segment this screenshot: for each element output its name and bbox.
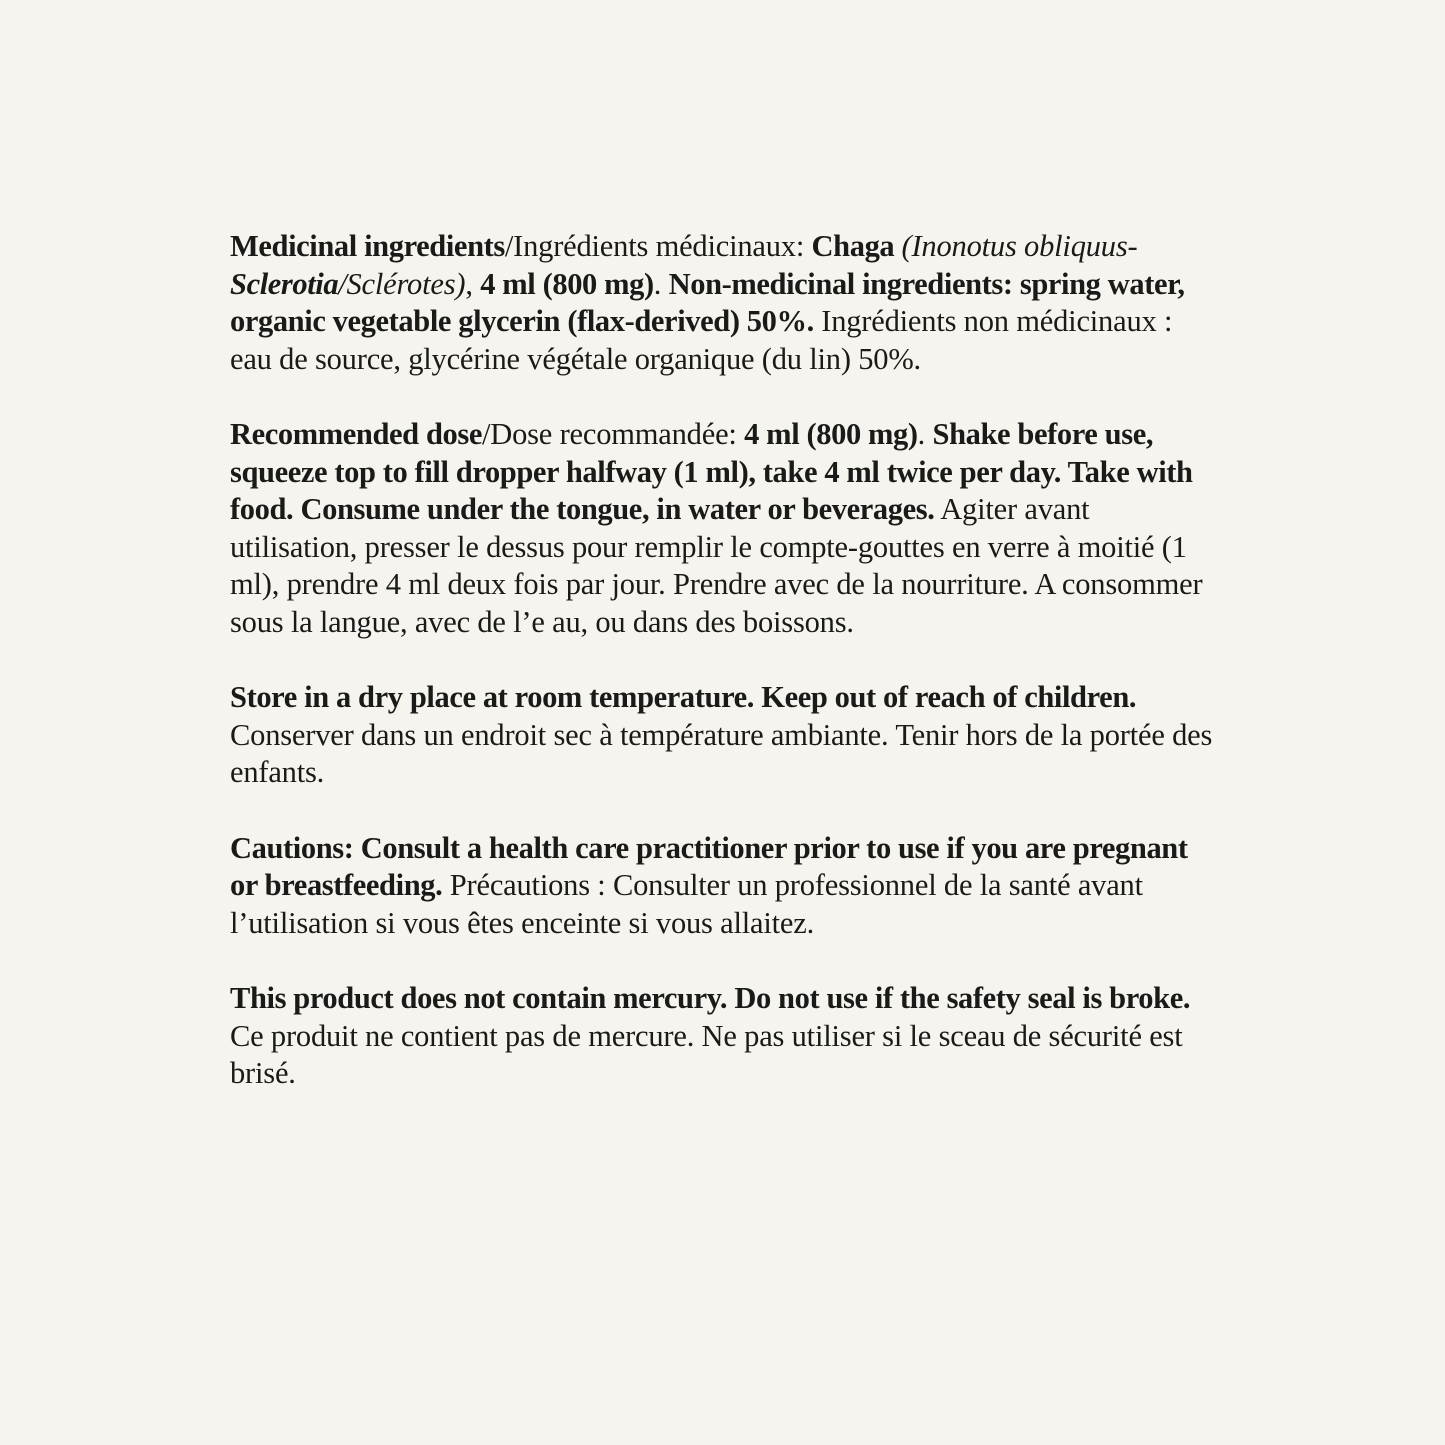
paragraph-storage <box>230 679 1220 792</box>
label-text-block <box>230 228 1220 1131</box>
text-segment: Ingrédients non médicinaux : eau de source, glycérine végétale organique (du lin) 50%. <box>230 304 1173 376</box>
text-segment: This product does not contain mercury. Do not use if the safety seal is broke. <box>230 981 1191 1015</box>
text-segment: Shake before use, squeeze top to fill dropper halfway (1 ml), take 4 ml twice per day. Take with food. Consume under the tongue, in water or beverages. <box>230 417 1193 526</box>
text-segment: Cautions: Consult a health care practitioner prior to use if you are pregnant or breastfeeding. <box>230 830 1188 902</box>
text-segment: Non-medicinal ingredients: spring water, organic vegetable glycerin (flax-derived) 50%. <box>230 266 1185 338</box>
text-segment: , <box>465 266 481 301</box>
text-segment: . <box>653 266 669 301</box>
text-segment: Sclerotia <box>230 266 339 301</box>
text-segment: Chaga <box>811 229 902 263</box>
text-segment: Agiter avant utilisation, presser le dessus pour remplir le compte-gouttes en verre à moitié (1 ml), prendre 4 ml deux fois par jour. Prendre avec de la nourriture. A consommer sous la langue, avec de l’e au, ou dans des boissons. <box>230 492 1203 639</box>
text-segment: (Inonotus obliquus- <box>901 229 1138 263</box>
text-segment: Conserver dans un endroit sec à température ambiante. Tenir hors de la portée des enfants. <box>230 717 1213 789</box>
text-segment: Store in a dry place at room temperature. Keep out of reach of children. <box>230 680 1137 714</box>
paragraph-cautions <box>230 830 1220 943</box>
text-segment: Ce produit ne contient pas de mercure. Ne pas utiliser si le sceau de sécurité est brisé. <box>230 1018 1183 1090</box>
text-segment: Recommended dose <box>230 417 482 451</box>
text-segment: 4 ml (800 mg) <box>480 266 654 301</box>
text-segment: /Ingrédients médicinaux: <box>504 229 812 263</box>
text-segment: Précautions : Consulter un professionnel de la santé avant l’utilisation si vous êtes enceinte si vous allaitez. <box>230 868 1143 940</box>
text-segment: . <box>917 417 933 451</box>
paragraph-mercury-safety-seal <box>230 980 1220 1093</box>
paragraph-recommended-dose <box>230 416 1220 641</box>
text-segment: /Dose recommandée: <box>481 417 745 451</box>
text-segment: /Sclérotes) <box>338 266 466 301</box>
paragraph-medicinal-ingredients <box>230 228 1220 378</box>
text-segment: Medicinal ingredients <box>230 229 505 263</box>
text-segment: 4 ml (800 mg) <box>744 417 918 451</box>
